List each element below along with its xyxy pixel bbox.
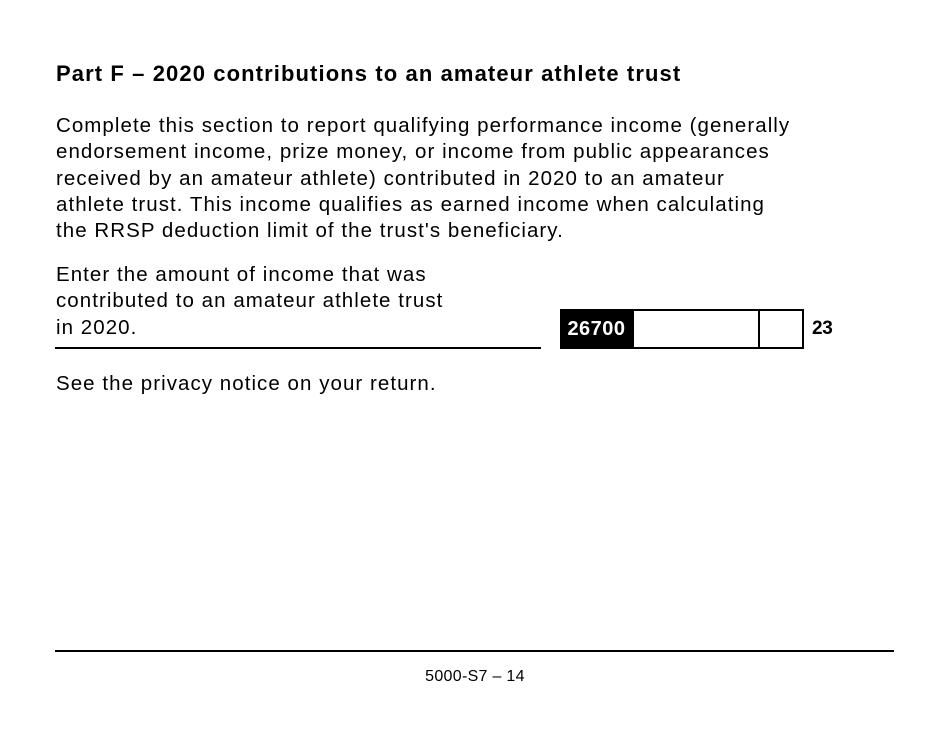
amount-dollars-field[interactable] [634, 311, 760, 347]
intro-line: received by an amateur athlete) contributed in 2020 to an amateur [56, 166, 725, 190]
page-number: 5000-S7 – 14 [425, 668, 525, 685]
amount-input-box[interactable] [632, 309, 804, 349]
field-code-badge: 26700 [560, 309, 633, 349]
intro-line: the RRSP deduction limit of the trust's beneficiary. [56, 219, 564, 243]
amount-cents-field[interactable] [760, 311, 802, 347]
footer-divider [55, 650, 894, 652]
line-number: 23 [812, 318, 833, 339]
intro-line: Complete this section to report qualifying performance income (generally [56, 114, 791, 137]
intro-line: athlete trust. This income qualifies as earned income when calculating [56, 192, 765, 216]
intro-paragraph [56, 113, 936, 244]
amount-field-label [56, 262, 443, 341]
section-heading: Part F – 2020 contributions to an amateur athlete trust [56, 61, 682, 86]
privacy-notice: See the privacy notice on your return. [56, 372, 437, 395]
label-line: contributed to an amateur athlete trust [56, 289, 444, 313]
label-line: Enter the amount of income that was [56, 263, 427, 286]
label-underline [55, 347, 541, 349]
label-line: in 2020. [56, 315, 138, 339]
intro-line: endorsement income, prize money, or income from public appearances [56, 140, 770, 164]
